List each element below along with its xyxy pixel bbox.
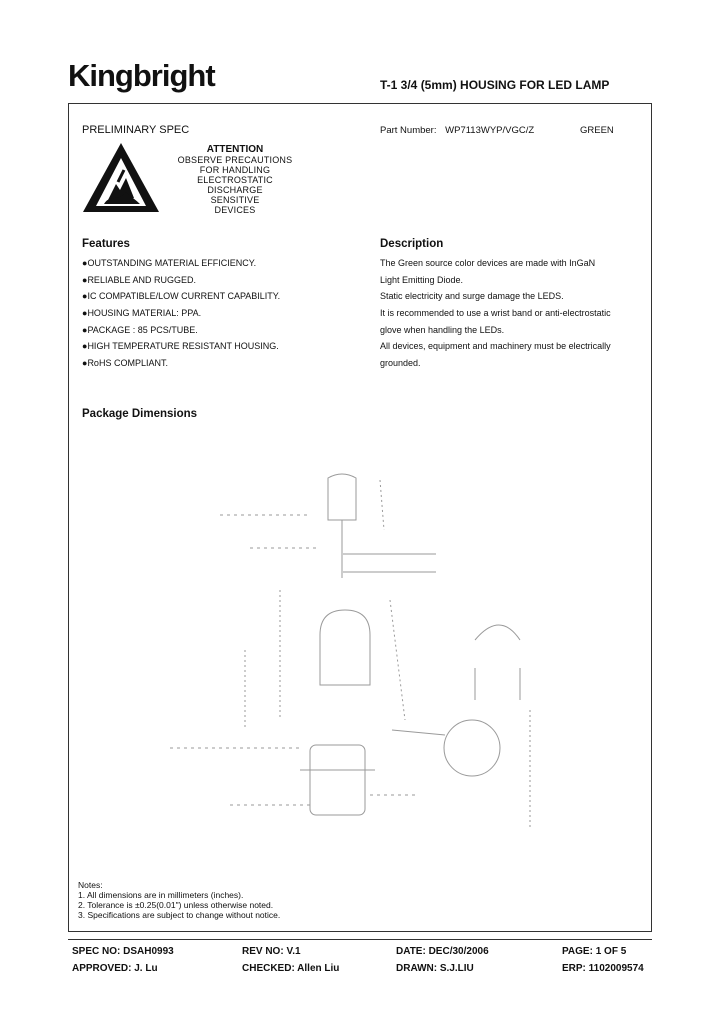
bullet-icon: ● <box>82 308 88 319</box>
brand-logo: Kingbright <box>68 58 215 93</box>
attention-line: SENSITIVE <box>210 195 260 205</box>
feature-item: ●IC COMPATIBLE/LOW CURRENT CAPABILITY. <box>82 291 281 302</box>
description-text <box>380 257 640 374</box>
description-line: It is recommended to use a wrist band or anti-electrostatic <box>380 308 611 319</box>
features-list <box>82 257 372 374</box>
feature-item: ●RELIABLE AND RUGGED. <box>82 274 196 285</box>
feature-item: ●RoHS COMPLIANT. <box>82 358 168 369</box>
notes-block <box>78 880 438 920</box>
attention-line: OBSERVE PRECAUTIONS <box>177 155 293 165</box>
description-line: Static electricity and surge damage the LEDS. <box>380 291 564 302</box>
description-line: The Green source color devices are made with InGaN <box>380 258 596 268</box>
attention-heading: ATTENTION <box>206 144 264 155</box>
description-heading: Description <box>380 238 444 250</box>
feature-item: ●PACKAGE : 85 PCS/TUBE. <box>82 324 198 335</box>
notes-title: Notes: <box>78 880 103 890</box>
part-number-value: WP7113WYP/VGC/Z <box>445 125 535 136</box>
note-item: 3. Specifications are subject to change without notice. <box>78 910 281 920</box>
attention-block <box>160 144 310 215</box>
revision-number: REV NO: V.1 <box>242 946 301 957</box>
note-item: 1. All dimensions are in millimeters (inches). <box>78 890 244 900</box>
spec-status: PRELIMINARY SPEC <box>82 124 190 136</box>
footer-divider <box>68 939 652 940</box>
package-dimensions-heading: Package Dimensions <box>82 408 198 420</box>
description-line: All devices, equipment and machinery must be electrically <box>380 341 611 352</box>
bullet-icon: ● <box>82 358 88 369</box>
approved-by: APPROVED: J. Lu <box>72 963 158 974</box>
feature-item: ●HOUSING MATERIAL: PPA. <box>82 308 202 319</box>
description-line: grounded. <box>380 358 421 369</box>
document-title: T-1 3/4 (5mm) HOUSING FOR LED LAMP <box>380 78 610 92</box>
spec-number: SPEC NO: DSAH0993 <box>72 946 174 957</box>
emitting-color: GREEN <box>580 125 614 136</box>
part-number <box>380 125 534 136</box>
feature-item: ●HIGH TEMPERATURE RESISTANT HOUSING. <box>82 341 279 352</box>
bullet-icon: ● <box>82 291 88 302</box>
page-number: PAGE: 1 OF 5 <box>562 946 627 957</box>
document-date: DATE: DEC/30/2006 <box>396 946 489 957</box>
attention-line: FOR HANDLING <box>199 165 271 175</box>
description-line: glove when handling the LEDs. <box>380 324 505 335</box>
drawn-by: DRAWN: S.J.LIU <box>396 963 474 974</box>
attention-line: DISCHARGE <box>207 185 263 195</box>
part-number-label: Part Number: <box>380 125 437 136</box>
feature-item: ●OUTSTANDING MATERIAL EFFICIENCY. <box>82 258 257 268</box>
note-item: 2. Tolerance is ±0.25(0.01") unless otherwise noted. <box>78 900 274 910</box>
features-heading: Features <box>82 238 130 250</box>
checked-by: CHECKED: Allen Liu <box>242 963 340 974</box>
package-dimension-drawing <box>160 460 560 840</box>
attention-line: DEVICES <box>214 205 256 215</box>
footer-row-1 <box>72 946 672 960</box>
footer-row-2 <box>72 963 672 977</box>
description-line: Light Emitting Diode. <box>380 274 464 285</box>
attention-line: ELECTROSTATIC <box>197 175 273 185</box>
bullet-icon: ● <box>82 341 88 352</box>
bullet-icon: ● <box>82 274 88 285</box>
bullet-icon: ● <box>82 258 88 268</box>
bullet-icon: ● <box>82 324 88 335</box>
esd-warning-icon <box>80 140 162 216</box>
erp-number: ERP: 1102009574 <box>562 963 644 974</box>
